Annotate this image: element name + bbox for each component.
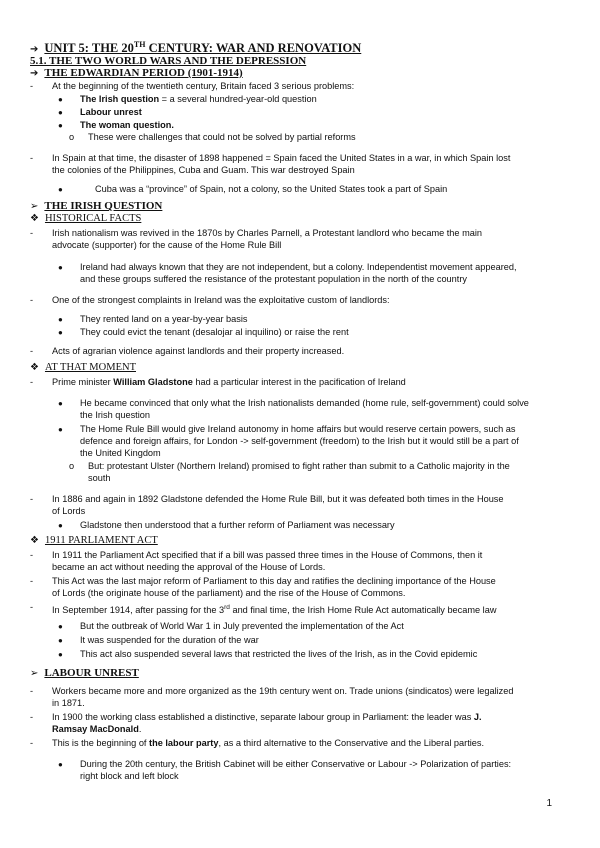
dash-marker: - [30,686,34,696]
bullet-icon: ● [58,185,63,194]
list-item: But the outbreak of World War 1 in July prevented the implementation of the Act [80,621,404,631]
list-item: It was suspended for the duration of the war [80,635,259,645]
list-item: The woman question. [80,120,174,130]
dash-marker: - [30,153,34,163]
paragraph-line: became an act without needing the approval of the House of Lords. [52,562,326,572]
list-item: Labour unrest [80,107,142,117]
list-item: During the 20th century, the British Cabinet will be either Conservative or Labour -> Polarization of parties: [80,759,512,769]
dash-marker: - [30,738,34,748]
diamond-icon: ❖ [30,362,39,373]
paragraph-line: This is the beginning of the labour party, as a third alternative to the Conservative and the Liberal parties. [52,738,485,748]
bullet-icon: ● [58,650,63,659]
paragraph-line: Ramsay MacDonald. [52,724,142,734]
list-item: the United Kingdom [80,448,161,458]
list-item: They could evict the tenant (desalojar al inquilino) or raise the rent [80,327,349,337]
bullet-icon: ● [58,328,63,337]
arrow-icon: ➢ [30,201,39,212]
dash-marker: - [30,550,34,560]
dash-marker: - [30,81,34,91]
bullet-icon: ● [58,425,63,434]
paragraph-line: the colonies of the Philippines, Cuba and Guam. This war destroyed Spain [52,165,355,175]
dash-marker: - [30,228,34,238]
list-item: The Home Rule Bill would give Ireland autonomy in home affairs but would reserve certain powers, such as [80,424,516,434]
bullet-icon: ● [58,760,63,769]
circle-bullet-icon: o [69,461,75,471]
paragraph-line: of Lords (the originate house of the parliament) and the rise of the House of Commons. [52,588,406,598]
bullet-icon: ● [58,95,63,104]
dash-marker: - [30,602,34,612]
paragraph-line: Acts of agrarian violence against landlords and their property increased. [52,346,345,356]
dash-marker: - [30,494,34,504]
list-item: Cuba was a “province” of Spain, not a colony, so the United States took a part of Spain [95,184,448,194]
dash-marker: - [30,712,34,722]
list-item: defence and foreign affairs, for London -> self-government (freedom) to the Irish but it would still be a part of [80,436,519,446]
list-item: right block and left block [80,771,179,781]
paragraph-line: In 1900 the working class established a distinctive, separate labour group in Parliament: the leader was J. [52,712,482,722]
paragraph-line: One of the strongest complaints in Ireland was the exploitative custom of landlords: [52,295,390,305]
irish-question-heading: ➢ THE IRISH QUESTION [30,200,163,212]
dash-marker: - [30,346,34,356]
diamond-icon: ❖ [30,535,39,546]
bullet-icon: ● [58,108,63,117]
list-item: They rented land on a year-by-year basis [80,314,248,324]
arrow-icon: ➢ [30,668,39,679]
paragraph-line: In September 1914, after passing for the 3rd and final time, the Irish Home Rule Act automatically became law [52,604,497,616]
paragraph-line: This Act was the last major reform of Parliament to this day and ratifies the declining importance of the House [52,576,496,586]
arrow-icon: ➔ [30,68,39,79]
list-item: But: protestant Ulster (Northern Ireland) promised to fight rather than submit to a Catholic majority in the [88,461,510,471]
dash-marker: - [30,295,34,305]
paragraph-line: Workers became more and more organized as the 19th century went on. Trade unions (sindicatos) were legalized [52,686,514,696]
bullet-icon: ● [58,636,63,645]
edwardian-heading: ➔ THE EDWARDIAN PERIOD (1901-1914) [30,67,243,79]
parliament-act-heading: ❖ 1911 PARLIAMENT ACT [30,535,158,546]
list-item: and these groups suffered the resistance of the protestant population in the north of the country [80,274,467,284]
list-item: south [88,473,111,483]
paragraph-line: in 1871. [52,698,85,708]
list-item: Ireland had always known that they are not independent, but a colony. Independentist movement appeared, [80,262,517,272]
arrow-icon: ➔ [30,44,39,56]
dash-marker: - [30,576,34,586]
list-item: The Irish question = a several hundred-year-old question [80,94,317,104]
historical-facts-heading: ❖ HISTORICAL FACTS [30,213,142,224]
paragraph-line: of Lords [52,506,86,516]
paragraph-line: In Spain at that time, the disaster of 1898 happened = Spain faced the United States in a war, in which Spain lost [52,153,511,163]
dash-marker: - [30,377,34,387]
labour-unrest-heading: ➢ LABOUR UNREST [30,667,139,679]
diamond-icon: ❖ [30,213,39,224]
paragraph-line: At the beginning of the twentieth century, Britain faced 3 serious problems: [52,81,355,91]
paragraph-line: advocate (supporter) for the cause of the Home Rule Bill [52,240,282,250]
bullet-icon: ● [58,315,63,324]
section-heading-5-1: 5.1. THE TWO WORLD WARS AND THE DEPRESSION [30,55,307,67]
page-number: 1 [546,798,552,809]
paragraph-line: Irish nationalism was revived in the 1870s by Charles Parnell, a Protestant landlord who became the main [52,228,482,238]
unit-heading: ➔ UNIT 5: THE 20TH CENTURY: WAR AND RENOVATION [30,40,362,56]
paragraph-line: Prime minister William Gladstone had a particular interest in the pacification of Ireland [52,377,406,387]
list-item: These were challenges that could not be solved by partial reforms [88,132,356,142]
paragraph-line: In 1911 the Parliament Act specified that if a bill was passed three times in the House of Commons, then it [52,550,483,560]
bullet-icon: ● [58,263,63,272]
list-item: Gladstone then understood that a further reform of Parliament was necessary [80,520,395,530]
list-item: the Irish question [80,410,150,420]
bullet-icon: ● [58,622,63,631]
circle-bullet-icon: o [69,132,75,142]
at-that-moment-heading: ❖ AT THAT MOMENT [30,362,136,373]
list-item: This act also suspended several laws that restricted the lives of the Irish, as in the Covid epidemic [80,649,478,659]
paragraph-line: In 1886 and again in 1892 Gladstone defended the Home Rule Bill, but it was defeated both times in the House [52,494,504,504]
bullet-icon: ● [58,121,63,130]
bullet-icon: ● [58,399,63,408]
bullet-icon: ● [58,521,63,530]
list-item: He became convinced that only what the Irish nationalists demanded (home rule, self-government) could solve [80,398,529,408]
